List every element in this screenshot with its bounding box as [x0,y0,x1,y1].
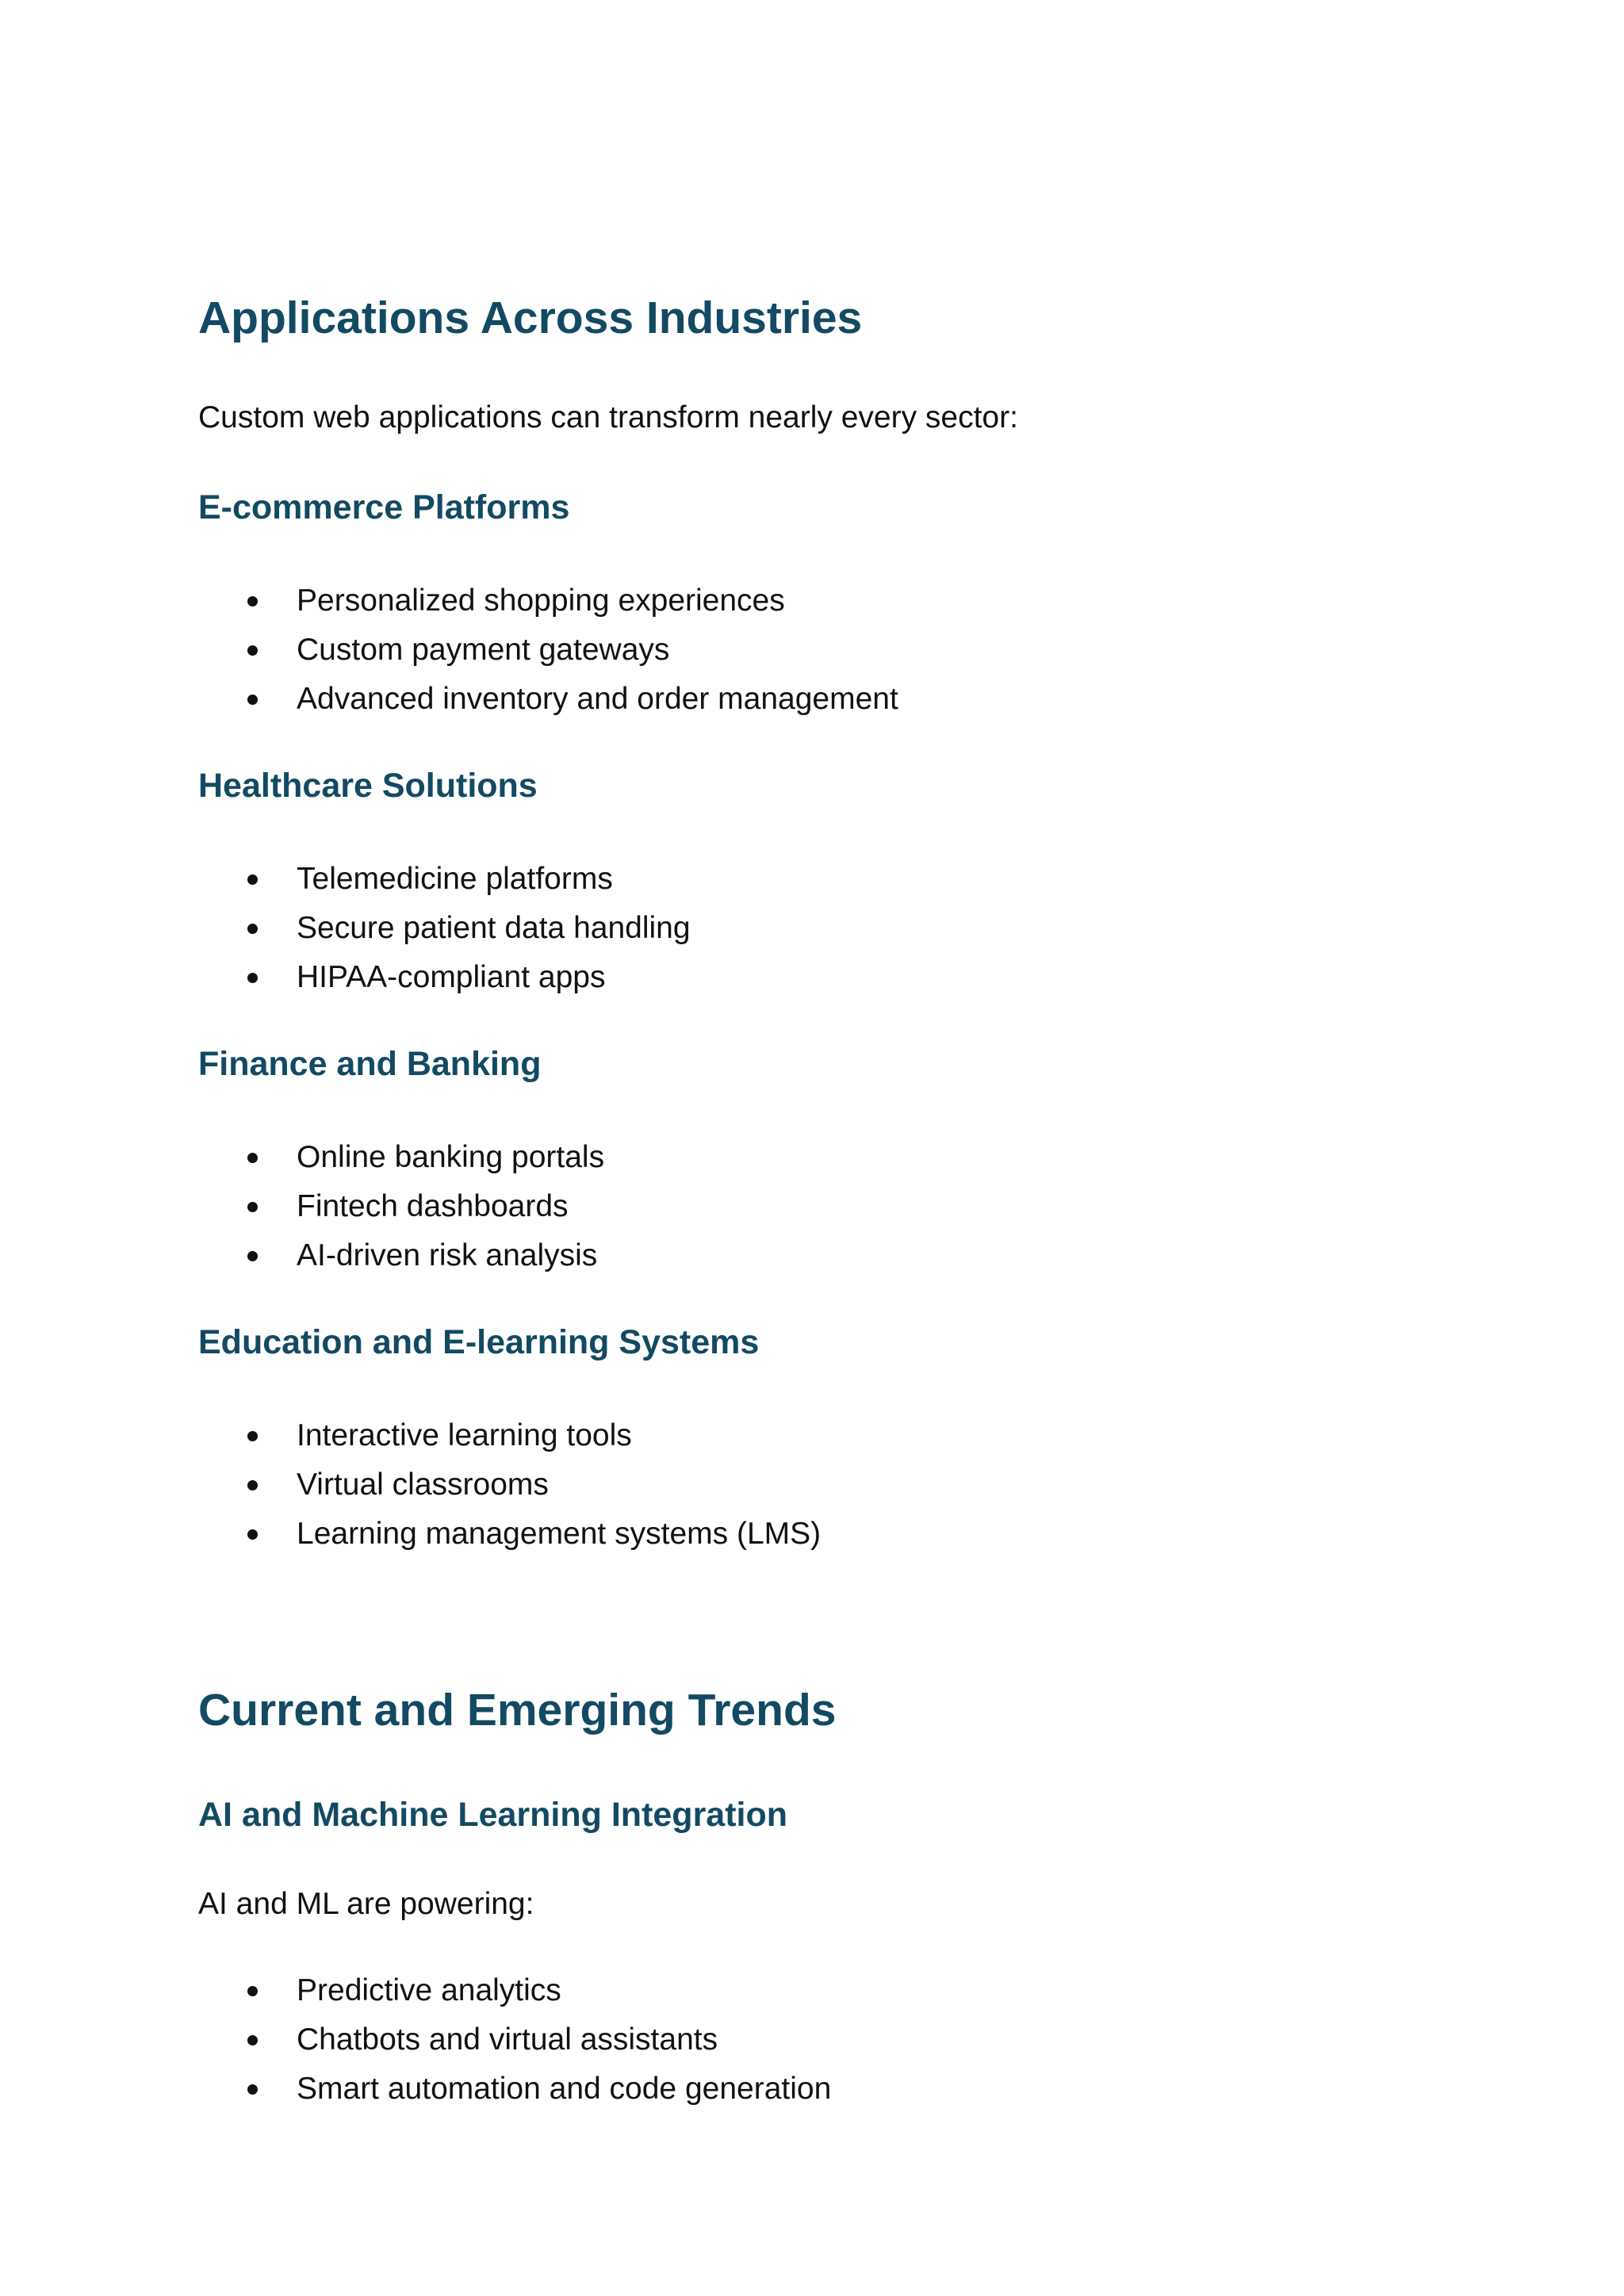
list-item [198,953,691,1002]
list-item [198,626,898,675]
bullet-icon [247,1251,258,1261]
list-item [198,1411,821,1460]
section-heading-applications: Applications Across Industries [198,293,863,343]
section-intro: Custom web applications can transform nearly every sector: [198,400,1018,434]
list-item [198,1133,604,1182]
list-item [198,675,898,724]
bullet-icon [247,1431,258,1441]
list-item-text: Virtual classrooms [297,1468,549,1502]
list-item-text: Secure patient data handling [297,911,691,945]
list-item-text: HIPAA-compliant apps [297,960,606,994]
bullet-icon [247,645,258,656]
list-item-text: Chatbots and virtual assistants [297,2022,718,2057]
bullet-icon [247,1202,258,1212]
bullet-list-ai-ml [198,1966,831,2114]
bullet-icon [247,973,258,983]
list-item [198,1460,821,1510]
list-item-text: Smart automation and code generation [297,2072,832,2106]
section-heading-trends: Current and Emerging Trends [198,1685,837,1735]
list-item [198,576,898,626]
list-item-text: Learning management systems (LMS) [297,1517,822,1551]
subheading-healthcare: Healthcare Solutions [198,767,538,805]
bullet-list-ecommerce [198,576,898,724]
list-item-text: Advanced inventory and order management [297,682,898,716]
subsection-intro: AI and ML are powering: [198,1887,534,1921]
list-item [198,1510,821,1559]
list-item-text: Telemedicine platforms [297,862,613,896]
list-item-text: Online banking portals [297,1140,605,1174]
bullet-icon [247,1529,258,1540]
list-item-text: Custom payment gateways [297,633,670,667]
list-item [198,1966,831,2015]
bullet-icon [247,596,258,607]
bullet-icon [247,1153,258,1163]
list-item [198,2064,831,2114]
list-item-text: AI-driven risk analysis [297,1238,598,1272]
bullet-icon [247,2035,258,2045]
subheading-education: Education and E-learning Systems [198,1323,760,1361]
subheading-ai-ml: AI and Machine Learning Integration [198,1796,788,1834]
list-item [198,1231,604,1280]
list-item-text: Interactive learning tools [297,1418,632,1452]
list-item [198,1182,604,1231]
subheading-ecommerce: E-commerce Platforms [198,488,570,526]
list-item [198,904,691,953]
bullet-icon [247,1986,258,1996]
list-item-text: Fintech dashboards [297,1189,569,1223]
bullet-list-finance [198,1133,604,1280]
bullet-icon [247,874,258,885]
bullet-list-education [198,1411,821,1559]
subheading-finance: Finance and Banking [198,1045,542,1083]
bullet-icon [247,2084,258,2095]
bullet-icon [247,695,258,705]
bullet-list-healthcare [198,855,691,1002]
list-item-text: Predictive analytics [297,1973,561,2007]
bullet-icon [247,924,258,934]
bullet-icon [247,1480,258,1490]
list-item-text: Personalized shopping experiences [297,584,785,618]
list-item [198,855,691,904]
list-item [198,2015,831,2064]
